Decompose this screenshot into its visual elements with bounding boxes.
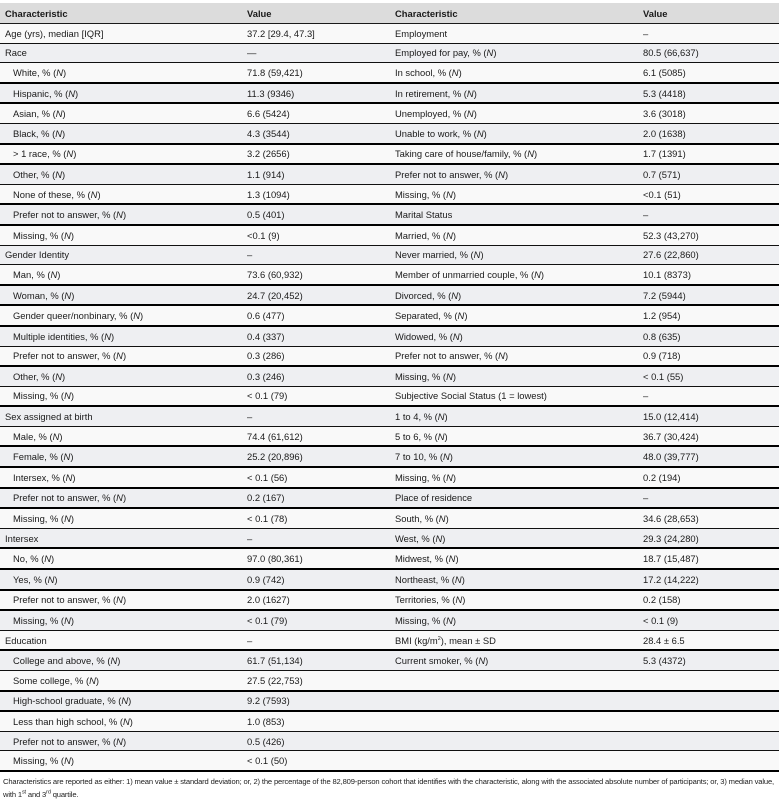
left-value-cell: 37.2 [29.4, 47.3] [242, 24, 390, 44]
table-header-row [0, 3, 779, 24]
header-value-right: Value [638, 3, 779, 24]
left-characteristic-cell: Woman, % (N) [0, 285, 242, 306]
left-characteristic-cell: Prefer not to answer, % (N) [0, 590, 242, 611]
table-row [0, 123, 779, 143]
table-row [0, 467, 779, 488]
right-characteristic-cell [390, 751, 638, 771]
right-value-cell: 0.7 (571) [638, 164, 779, 184]
left-characteristic-cell: Intersex, % (N) [0, 467, 242, 488]
right-characteristic-cell: Unable to work, % (N) [390, 123, 638, 143]
left-value-cell: 0.6 (477) [242, 305, 390, 326]
left-characteristic-cell: Hispanic, % (N) [0, 83, 242, 104]
left-value-cell: 97.0 (80,361) [242, 548, 390, 569]
footnote-text: and 3 [25, 790, 47, 799]
left-value-cell: 1.0 (853) [242, 711, 390, 731]
right-characteristic-cell: Marital Status [390, 204, 638, 225]
table-row [0, 225, 779, 245]
right-characteristic-cell: Never married, % (N) [390, 245, 638, 265]
left-characteristic-cell: Missing, % (N) [0, 225, 242, 245]
table-row [0, 386, 779, 406]
left-characteristic-cell: Yes, % (N) [0, 569, 242, 590]
right-characteristic-cell: Separated, % (N) [390, 305, 638, 326]
left-value-cell: 25.2 (20,896) [242, 446, 390, 467]
left-characteristic-cell: Missing, % (N) [0, 508, 242, 528]
left-characteristic-cell: Prefer not to answer, % (N) [0, 204, 242, 225]
left-characteristic-cell: No, % (N) [0, 548, 242, 569]
right-characteristic-cell: Missing, % (N) [390, 467, 638, 488]
left-characteristic-cell: Multiple identities, % (N) [0, 326, 242, 346]
left-characteristic-cell: Gender queer/nonbinary, % (N) [0, 305, 242, 326]
right-value-cell: 5.3 (4418) [638, 83, 779, 104]
right-value-cell: 18.7 (15,487) [638, 548, 779, 569]
right-characteristic-cell: Missing, % (N) [390, 610, 638, 630]
left-value-cell: 11.3 (9346) [242, 83, 390, 104]
table-row [0, 671, 779, 691]
right-characteristic-cell: Prefer not to answer, % (N) [390, 164, 638, 184]
right-value-cell: 0.2 (158) [638, 590, 779, 611]
left-value-cell: 61.7 (51,134) [242, 650, 390, 670]
right-value-cell: 10.1 (8373) [638, 265, 779, 285]
left-value-cell: < 0.1 (50) [242, 751, 390, 771]
left-characteristic-cell: Prefer not to answer, % (N) [0, 346, 242, 366]
left-characteristic-cell: Age (yrs), median [IQR] [0, 24, 242, 44]
table-row [0, 103, 779, 123]
left-characteristic-cell: Missing, % (N) [0, 610, 242, 630]
right-value-cell: 1.2 (954) [638, 305, 779, 326]
left-characteristic-cell: Man, % (N) [0, 265, 242, 285]
right-value-cell: 52.3 (43,270) [638, 225, 779, 245]
left-value-cell: 0.4 (337) [242, 326, 390, 346]
table-row [0, 204, 779, 225]
header-value-left: Value [242, 3, 390, 24]
table-row [0, 63, 779, 83]
left-characteristic-cell: Prefer not to answer, % (N) [0, 488, 242, 509]
right-characteristic-cell: BMI $(kg/m^2)$, mean ± SD [390, 630, 638, 650]
right-characteristic-cell: Employment [390, 24, 638, 44]
right-value-cell: 36.7 (30,424) [638, 426, 779, 446]
demographics-table [0, 3, 779, 772]
table-row [0, 630, 779, 650]
demographics-table-container [0, 3, 779, 801]
left-value-cell: 0.3 (286) [242, 346, 390, 366]
right-value-cell [638, 671, 779, 691]
left-characteristic-cell: Less than high school, % (N) [0, 711, 242, 731]
left-value-cell: 2.0 (1627) [242, 590, 390, 611]
left-value-cell: 0.5 (426) [242, 731, 390, 751]
table-row [0, 144, 779, 165]
right-value-cell: 34.6 (28,653) [638, 508, 779, 528]
right-value-cell: 15.0 (12,414) [638, 406, 779, 426]
table-row [0, 406, 779, 426]
table-body [0, 24, 779, 771]
right-characteristic-cell: 1 to 4, % (N) [390, 406, 638, 426]
right-characteristic-cell: Member of unmarried couple, % (N) [390, 265, 638, 285]
table-row [0, 691, 779, 712]
left-characteristic-cell: Black, % (N) [0, 123, 242, 143]
left-value-cell: < 0.1 (79) [242, 610, 390, 630]
table-footnote [3, 776, 781, 801]
left-value-cell: – [242, 406, 390, 426]
left-characteristic-cell: Asian, % (N) [0, 103, 242, 123]
right-value-cell: < 0.1 (55) [638, 366, 779, 386]
left-characteristic-cell: Sex assigned at birth [0, 406, 242, 426]
left-characteristic-cell: Other, % (N) [0, 366, 242, 386]
right-characteristic-cell: Taking care of house/family, % (N) [390, 144, 638, 165]
table-row [0, 245, 779, 265]
right-value-cell: – [638, 488, 779, 509]
header-characteristic-right: Characteristic [390, 3, 638, 24]
right-value-cell: 3.6 (3018) [638, 103, 779, 123]
right-characteristic-cell: Midwest, % (N) [390, 548, 638, 569]
left-value-cell: 27.5 (22,753) [242, 671, 390, 691]
left-characteristic-cell: Some college, % (N) [0, 671, 242, 691]
right-characteristic-cell: Subjective Social Status (1 = lowest) [390, 386, 638, 406]
right-value-cell [638, 751, 779, 771]
table-row [0, 265, 779, 285]
right-characteristic-cell: South, % (N) [390, 508, 638, 528]
right-value-cell: 0.8 (635) [638, 326, 779, 346]
table-row [0, 83, 779, 104]
left-value-cell: 0.9 (742) [242, 569, 390, 590]
table-row [0, 346, 779, 366]
right-characteristic-cell [390, 711, 638, 731]
right-value-cell: 17.2 (14,222) [638, 569, 779, 590]
right-value-cell: – [638, 24, 779, 44]
table-row [0, 711, 779, 731]
right-value-cell: 6.1 (5085) [638, 63, 779, 83]
right-value-cell: 5.3 (4372) [638, 650, 779, 670]
right-value-cell: 28.4 ± 6.5 [638, 630, 779, 650]
right-value-cell: 7.2 (5944) [638, 285, 779, 306]
left-value-cell: 6.6 (5424) [242, 103, 390, 123]
right-characteristic-cell: Divorced, % (N) [390, 285, 638, 306]
right-characteristic-cell [390, 731, 638, 751]
table-row [0, 43, 779, 63]
right-value-cell: 80.5 (66,637) [638, 43, 779, 63]
left-characteristic-cell: > 1 race, % (N) [0, 144, 242, 165]
footnote-text: of participants; or, 3) median value, with 1 [3, 776, 774, 799]
right-value-cell: 1.7 (1391) [638, 144, 779, 165]
right-characteristic-cell: Employed for pay, % (N) [390, 43, 638, 63]
left-characteristic-cell: High-school graduate, % (N) [0, 691, 242, 712]
left-value-cell: 4.3 (3544) [242, 123, 390, 143]
right-characteristic-cell: Married, % (N) [390, 225, 638, 245]
left-value-cell: 71.8 (59,421) [242, 63, 390, 83]
left-characteristic-cell: Intersex [0, 528, 242, 548]
right-value-cell: <0.1 (51) [638, 184, 779, 204]
left-value-cell: 0.3 (246) [242, 366, 390, 386]
right-characteristic-cell: Widowed, % (N) [390, 326, 638, 346]
table-row [0, 164, 779, 184]
right-characteristic-cell: Missing, % (N) [390, 184, 638, 204]
left-value-cell: <0.1 (9) [242, 225, 390, 245]
table-row [0, 305, 779, 326]
right-characteristic-cell: Prefer not to answer, % (N) [390, 346, 638, 366]
left-characteristic-cell: None of these, % (N) [0, 184, 242, 204]
right-value-cell: 0.2 (194) [638, 467, 779, 488]
table-row [0, 590, 779, 611]
right-value-cell: 48.0 (39,777) [638, 446, 779, 467]
right-characteristic-cell: Place of residence [390, 488, 638, 509]
right-value-cell [638, 711, 779, 731]
table-row [0, 285, 779, 306]
right-value-cell: – [638, 386, 779, 406]
left-value-cell: 9.2 (7593) [242, 691, 390, 712]
right-characteristic-cell [390, 691, 638, 712]
right-value-cell [638, 731, 779, 751]
right-characteristic-cell: Current smoker, % (N) [390, 650, 638, 670]
left-value-cell: 3.2 (2656) [242, 144, 390, 165]
right-value-cell: < 0.1 (9) [638, 610, 779, 630]
left-characteristic-cell: White, % (N) [0, 63, 242, 83]
footnote-line-1: Characteristics are reported as either: 1) mean value ± standard deviation; or, 2) the percentage of the 82,809-person cohort that identifies with the characteristic, along with the associated absolute number [3, 776, 660, 786]
left-characteristic-cell: Female, % (N) [0, 446, 242, 467]
table-row [0, 426, 779, 446]
footnote-superscript: rd [46, 789, 51, 796]
table-row [0, 751, 779, 771]
right-characteristic-cell: Territories, % (N) [390, 590, 638, 611]
table-row [0, 184, 779, 204]
table-row [0, 731, 779, 751]
right-value-cell: 29.3 (24,280) [638, 528, 779, 548]
right-characteristic-cell: Missing, % (N) [390, 366, 638, 386]
right-characteristic-cell: 5 to 6, % (N) [390, 426, 638, 446]
right-value-cell: 2.0 (1638) [638, 123, 779, 143]
table-row [0, 528, 779, 548]
left-value-cell: 73.6 (60,932) [242, 265, 390, 285]
left-characteristic-cell: Education [0, 630, 242, 650]
left-characteristic-cell: College and above, % (N) [0, 650, 242, 670]
left-value-cell: < 0.1 (78) [242, 508, 390, 528]
left-value-cell: 0.2 (167) [242, 488, 390, 509]
right-characteristic-cell: Unemployed, % (N) [390, 103, 638, 123]
left-characteristic-cell: Missing, % (N) [0, 386, 242, 406]
footnote-superscript: st [21, 789, 26, 796]
left-value-cell: 1.3 (1094) [242, 184, 390, 204]
left-value-cell: — [242, 43, 390, 63]
right-value-cell: – [638, 204, 779, 225]
left-value-cell: < 0.1 (56) [242, 467, 390, 488]
right-characteristic-cell: In school, % (N) [390, 63, 638, 83]
left-characteristic-cell: Male, % (N) [0, 426, 242, 446]
left-value-cell: < 0.1 (79) [242, 386, 390, 406]
right-characteristic-cell: Northeast, % (N) [390, 569, 638, 590]
footnote-text: quartile. [50, 790, 79, 799]
left-value-cell: – [242, 528, 390, 548]
left-value-cell: 0.5 (401) [242, 204, 390, 225]
header-characteristic-left: Characteristic [0, 3, 242, 24]
table-row [0, 488, 779, 509]
table-row [0, 446, 779, 467]
table-row [0, 24, 779, 44]
left-value-cell: – [242, 630, 390, 650]
right-value-cell: 27.6 (22,860) [638, 245, 779, 265]
left-characteristic-cell: Gender Identity [0, 245, 242, 265]
left-characteristic-cell: Other, % (N) [0, 164, 242, 184]
table-row [0, 366, 779, 386]
left-value-cell: 74.4 (61,612) [242, 426, 390, 446]
right-characteristic-cell: West, % (N) [390, 528, 638, 548]
table-row [0, 569, 779, 590]
table-row [0, 610, 779, 630]
left-characteristic-cell: Missing, % (N) [0, 751, 242, 771]
right-value-cell: 0.9 (718) [638, 346, 779, 366]
right-characteristic-cell: In retirement, % (N) [390, 83, 638, 104]
table-row [0, 548, 779, 569]
left-value-cell: 1.1 (914) [242, 164, 390, 184]
table-row [0, 650, 779, 670]
table-row [0, 508, 779, 528]
right-characteristic-cell: 7 to 10, % (N) [390, 446, 638, 467]
left-value-cell: 24.7 (20,452) [242, 285, 390, 306]
right-value-cell [638, 691, 779, 712]
left-characteristic-cell: Prefer not to answer, % (N) [0, 731, 242, 751]
left-value-cell: – [242, 245, 390, 265]
left-characteristic-cell: Race [0, 43, 242, 63]
table-row [0, 326, 779, 346]
right-characteristic-cell [390, 671, 638, 691]
